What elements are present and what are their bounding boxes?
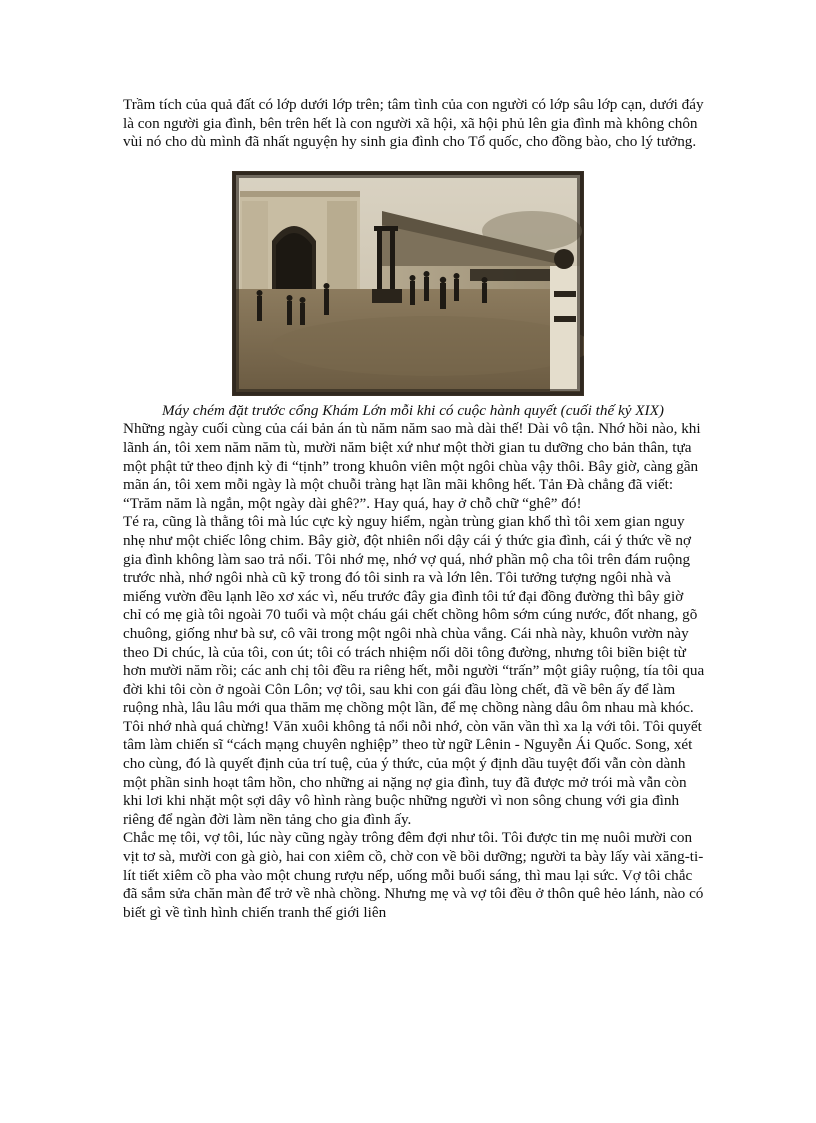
document-page [123, 96, 705, 922]
photo-guillotine-prison-gate [232, 171, 584, 396]
figure-caption: Máy chém đặt trước cổng Khám Lớn mỗi khi có cuộc hành quyết (cuối thế kỷ XIX) [162, 401, 664, 419]
paragraph: Những ngày cuối cùng của cái bản án tù năm năm sao mà dài thế! Dài vô tận. Nhớ hồi nào, khi lãnh án, tôi xem năm năm tù, mười năm biệt xứ như một thời gian tu dưỡng cho bản thân, tựa một phật tử theo định kỳ đi “tịnh” trong khuôn viên một ngôi chùa vậy thôi. Bây giờ, càng gần mãn án, tôi xem mỗi ngày là một chuỗi tràng hạt lần mãi không hết. Tản Đà chẳng đã viết: “Trăm năm là ngắn, một ngày dài ghê?”. Hay quá, hay ở chỗ chữ “ghê” đó! [123, 420, 701, 512]
paragraph: Chắc mẹ tôi, vợ tôi, lúc này cũng ngày trông đêm đợi như tôi. Tôi được tin mẹ nuôi mười con vịt tơ sà, mười con gà giò, hai con xiêm cồ, chờ con về bồi dưỡng; người ta bày lấy vài xăng-ti-lít tiết xiêm cồ pha vào một chung rượu nếp, uống mỗi buổi sáng, thì mau lại sức. Vợ tôi chắc đã sắm sửa chăn màn để trở về nhà chồng. Nhưng mẹ và vợ tôi đều ở thôn quê hẻo lánh, nào có biết gì về tình hình chiến tranh thế giới liên [123, 829, 704, 921]
intro-paragraph: Trầm tích của quả đất có lớp dưới lớp trên; tâm tình của con người có lớp sâu lớp cạn, dưới đáy là con người gia đình, bên trên hết là con người xã hội, xã hội phủ lên gia đình mà không chôn vùi nó cho dù mình đã nhất nguyện hy sinh gia đình cho Tổ quốc, cho đồng bào, cho lý tưởng. [123, 96, 704, 151]
historical-photo [232, 171, 584, 396]
paragraph: Té ra, cũng là thằng tôi mà lúc cực kỳ nguy hiểm, ngàn trùng gian khổ thì tôi xem gian nguy nhẹ như một chiếc lông chim. Bây giờ, đột nhiên nổi dậy cái ý thức gia đình, cái ý thức về nợ gia đình không làm sao trả nổi. Tôi nhớ mẹ, nhớ vợ quá, nhớ phần mộ cha tôi trên đám ruộng trước nhà, nhớ ngôi nhà cũ kỹ trong đó tôi sinh ra và lớn lên. Tôi tưởng tượng ngôi nhà và miếng vườn đều lạnh lẽo xơ xác vì, nếu trước đây gia đình tôi tứ đại đồng đường thì bây giờ chỉ có mẹ già tôi ngoài 70 tuổi và một cháu gái chết chồng hôm sớm cúng nước, đốt nhang, gõ chuông, giống như bà sư, cô vãi trong một ngôi nhà chùa vắng. Cái nhà này, khuôn vườn này theo Di chúc, là của tôi, con út; tôi có trách nhiệm nối dõi tông đường, nhưng tôi biền biệt từ hơn mười năm rồi; các anh chị tôi đều ra riêng hết, mỗi người “trấn” một giây ruộng, tía tôi qua đời khi tôi còn ở ngoài Côn Lôn; vợ tôi, sau khi con gái đầu lòng chết, đã về bên ấy để làm ruộng nhà, lâu lâu mới qua thăm mẹ chồng một lần, để mẹ chồng nàng dâu ôm nhau mà khóc. [123, 513, 705, 717]
paragraph: Tôi nhớ nhà quá chừng! Văn xuôi không tả nổi nỗi nhớ, còn văn vần thì xa lạ với tôi. Tôi quyết tâm làm chiến sĩ “cách mạng chuyên nghiệp” theo từ ngữ Lênin - Nguyễn Ái Quốc. Song, xét cho cùng, đó là quyết định của trí tuệ, của ý thức, của một ý định dầu tuyệt đối vẫn còn dành một phần sinh hoạt tâm hồn, cho những ai nặng nợ gia đình, tuy đã được mở trói mà vẫn còn khi lơi khi nhặt một sợi dây vô hình ràng buộc những người vì non sông chung với gia đình riêng để ngàn đời làm nền tảng cho gia đình ấy. [123, 717, 702, 828]
